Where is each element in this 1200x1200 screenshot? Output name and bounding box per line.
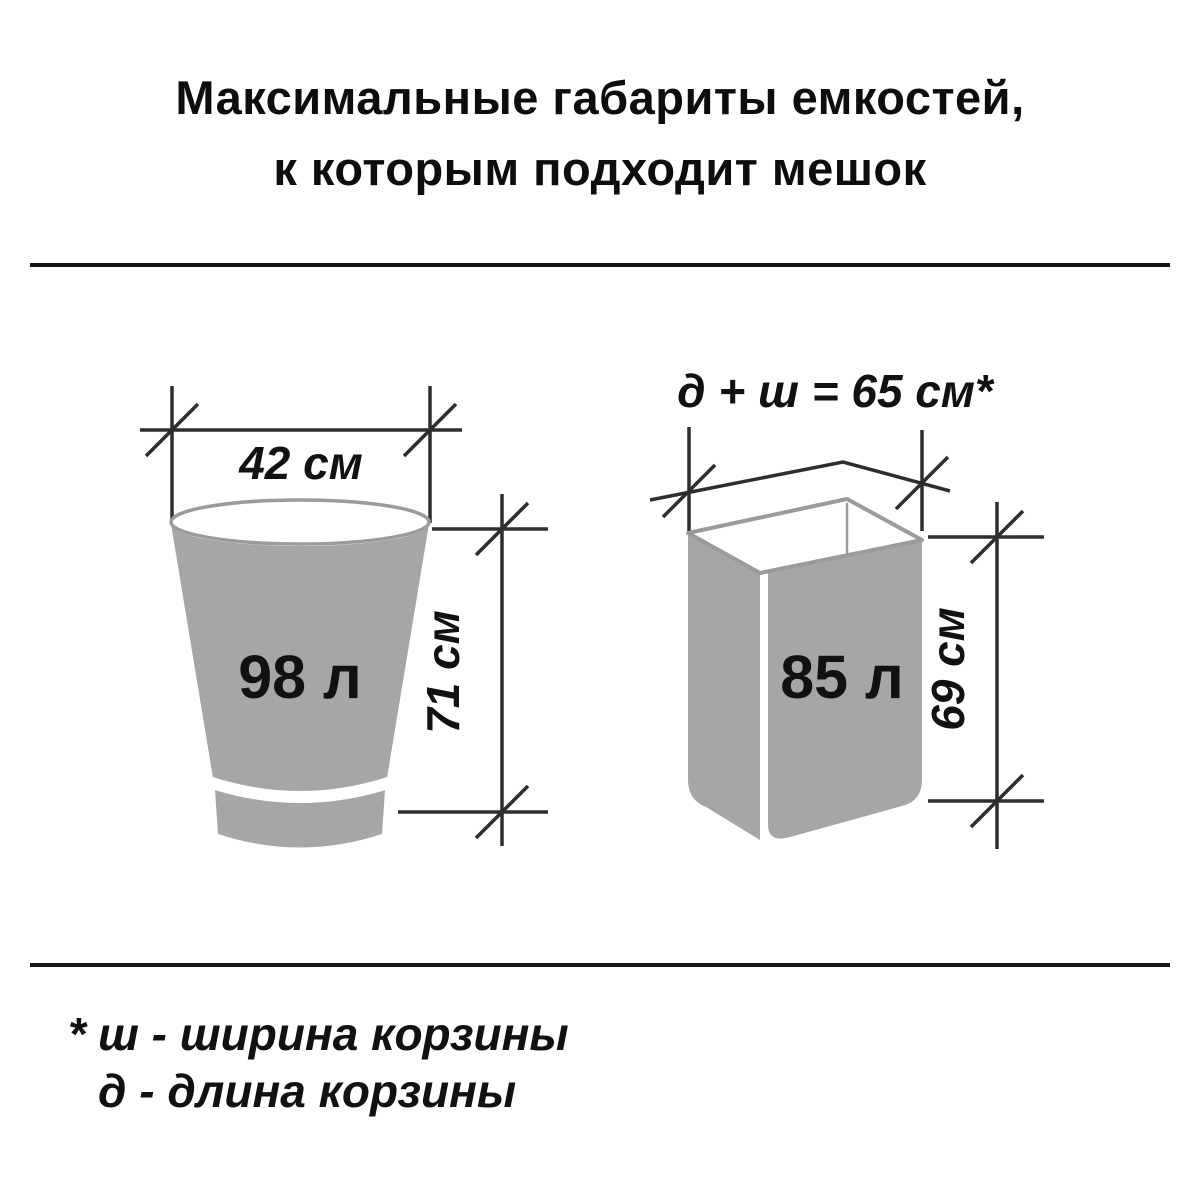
page-title-line1: Максимальные габариты емкостей, [175,71,1025,124]
basket-figure [650,365,1044,849]
footnote-text: д - длина корзины [98,1065,517,1117]
basket-left-face [688,533,760,840]
bucket-width-label: 42 см [239,437,363,489]
footnote-line [68,1006,569,1063]
bucket-height-label: 71 см [417,610,469,734]
dimension-line [650,462,950,500]
bucket-figure [140,386,548,848]
footnote [68,1006,569,1120]
basket-volume-label: 85 л [780,643,904,711]
bucket-volume-label: 98 л [238,643,362,711]
footnote-marker-empty [68,1063,98,1120]
footnote-text: ш - ширина корзины [98,1008,569,1060]
basket-height-dimension [922,502,1044,849]
bucket-opening [171,500,429,544]
basket-height-label: 69 см [922,607,974,731]
footnote-line [68,1063,569,1120]
footnote-asterisk: * [68,1008,86,1060]
basket-formula-label: д + ш = 65 см* [677,365,993,417]
page-title-line2: к которым подходит мешок [273,142,927,195]
